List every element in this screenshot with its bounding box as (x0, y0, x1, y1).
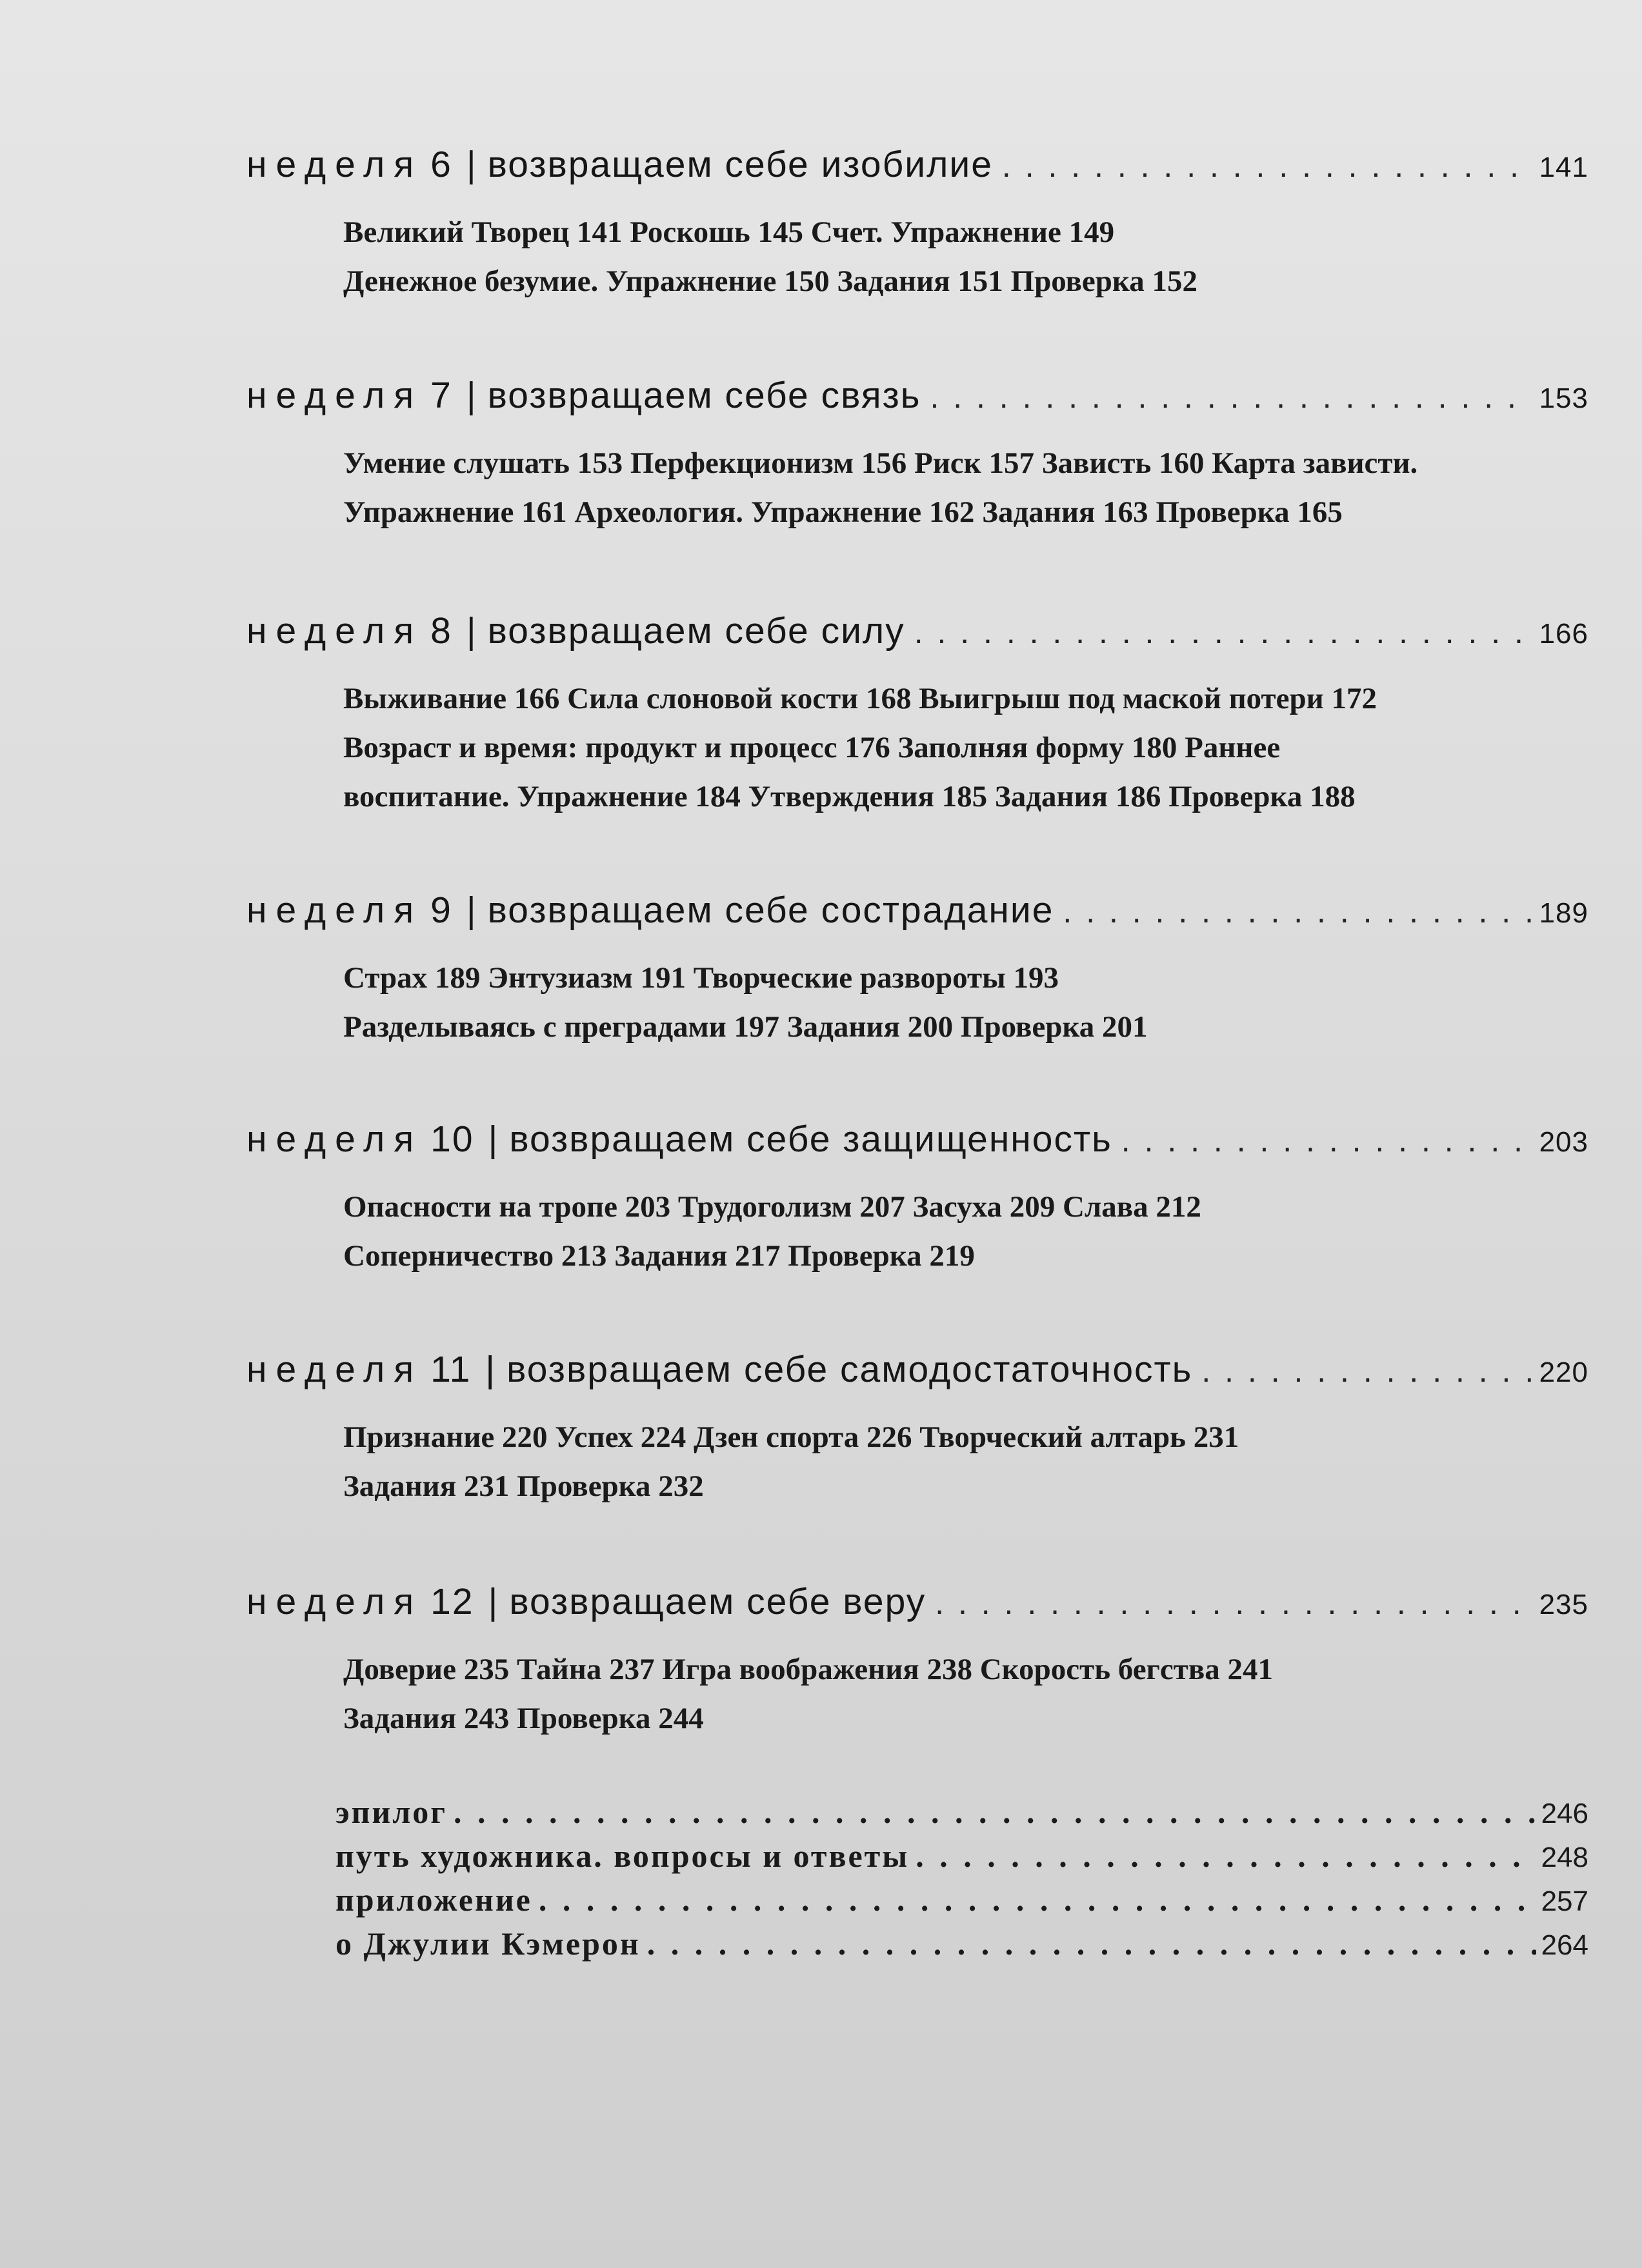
topic-line: Соперничество 213 Задания 217 Проверка 219 (343, 1239, 975, 1273)
week-heading (246, 1580, 1588, 1632)
page-number: 248 (1541, 1842, 1588, 1873)
week-entry (246, 143, 1588, 306)
dot-leader (1002, 147, 1533, 184)
separator: | (466, 890, 476, 931)
week-number: 9 (430, 890, 452, 931)
week-number: 7 (430, 375, 452, 416)
dot-leader (930, 378, 1532, 415)
separator: | (466, 144, 476, 185)
week-topics (343, 674, 1588, 821)
week-label: неделя (246, 610, 423, 652)
topic-line: Задания 243 Проверка 244 (343, 1702, 704, 1735)
separator: | (485, 1349, 496, 1390)
page-number: 141 (1539, 152, 1588, 183)
dot-leader (454, 1793, 1536, 1831)
dot-leader (539, 1881, 1536, 1918)
dot-leader (1121, 1122, 1533, 1159)
page-number: 220 (1539, 1357, 1588, 1388)
week-entry (246, 1348, 1588, 1511)
end-section-label: о Джулии Кэмерон (335, 1925, 641, 1962)
separator: | (488, 1581, 498, 1622)
topic-line: Доверие 235 Тайна 237 Игра воображения 238 Скорость бегства 241 (343, 1653, 1273, 1686)
week-number: 12 (430, 1581, 474, 1622)
week-heading (246, 1118, 1588, 1169)
week-title: возвращаем себе связь (487, 375, 921, 416)
topic-line: Разделываясь с преградами 197 Задания 200 Проверка 201 (343, 1010, 1148, 1044)
end-section-row (335, 1925, 1588, 1969)
end-section-label: эпилог (335, 1794, 447, 1830)
page-number: 203 (1539, 1126, 1588, 1158)
page-number: 264 (1541, 1929, 1588, 1961)
week-topics (343, 439, 1588, 537)
week-topics (343, 208, 1588, 306)
end-section-row (335, 1881, 1588, 1925)
week-title: возвращаем себе самодостаточность (506, 1349, 1193, 1390)
week-label: неделя (246, 1349, 423, 1390)
week-entry (246, 1118, 1588, 1280)
end-sections (335, 1793, 1588, 1969)
week-heading (246, 143, 1588, 195)
week-entry (246, 889, 1588, 1051)
week-title: возвращаем себе сострадание (487, 890, 1054, 931)
topic-line: Выживание 166 Сила слоновой кости 168 Выигрыш под маской потери 172 (343, 682, 1377, 715)
week-entry (246, 1580, 1588, 1743)
topic-line: Великий Творец 141 Роскошь 145 Счет. Упражнение 149 (343, 215, 1115, 249)
topic-line: воспитание. Упражнение 184 Утверждения 185 Задания 186 Проверка 188 (343, 780, 1356, 813)
week-topics (343, 1413, 1588, 1511)
week-title: возвращаем себе изобилие (487, 144, 993, 185)
week-heading (246, 1348, 1588, 1400)
separator: | (466, 610, 476, 652)
week-number: 11 (430, 1349, 472, 1390)
topic-line: Умение слушать 153 Перфекционизм 156 Риск 157 Зависть 160 Карта зависти. (343, 446, 1418, 480)
week-label: неделя (246, 375, 423, 416)
page-number: 166 (1539, 618, 1588, 650)
week-topics (343, 1645, 1588, 1743)
week-number: 8 (430, 610, 452, 652)
week-number: 6 (430, 144, 452, 185)
end-section-row (335, 1837, 1588, 1881)
week-heading (246, 610, 1588, 661)
separator: | (466, 375, 476, 416)
page-number: 246 (1541, 1798, 1588, 1829)
page-number: 235 (1539, 1589, 1588, 1620)
week-title: возвращаем себе веру (509, 1581, 926, 1622)
topic-line: Признание 220 Успех 224 Дзен спорта 226 Творческий алтарь 231 (343, 1420, 1239, 1454)
dot-leader (1063, 893, 1532, 930)
topic-line: Денежное безумие. Упражнение 150 Задания 151 Проверка 152 (343, 264, 1198, 298)
week-number: 10 (430, 1119, 474, 1160)
week-title: возвращаем себе защищенность (509, 1119, 1112, 1160)
dot-leader (914, 613, 1533, 651)
end-section-row (335, 1793, 1588, 1837)
dot-leader (935, 1584, 1532, 1622)
week-topics (343, 953, 1588, 1051)
week-entry (246, 374, 1588, 537)
topic-line: Возраст и время: продукт и процесс 176 Заполняя форму 180 Раннее (343, 731, 1281, 764)
page-number: 153 (1539, 383, 1588, 414)
dot-leader (647, 1925, 1536, 1962)
week-heading (246, 374, 1588, 426)
end-section-label: приложение (335, 1882, 532, 1918)
week-heading (246, 889, 1588, 940)
week-label: неделя (246, 890, 423, 931)
topic-line: Опасности на тропе 203 Трудоголизм 207 Засуха 209 Слава 212 (343, 1190, 1201, 1224)
week-label: неделя (246, 144, 423, 185)
page-number: 257 (1541, 1885, 1588, 1917)
week-entry (246, 610, 1588, 821)
dot-leader (916, 1837, 1536, 1875)
week-label: неделя (246, 1119, 423, 1160)
week-topics (343, 1182, 1588, 1280)
end-section-label: путь художника. вопросы и ответы (335, 1838, 910, 1874)
separator: | (488, 1119, 498, 1160)
topic-line: Упражнение 161 Археология. Упражнение 162 Задания 163 Проверка 165 (343, 495, 1343, 529)
topic-line: Задания 231 Проверка 232 (343, 1469, 704, 1503)
dot-leader (1201, 1352, 1532, 1389)
week-label: неделя (246, 1581, 423, 1622)
page-number: 189 (1539, 897, 1588, 929)
week-title: возвращаем себе силу (487, 610, 905, 652)
topic-line: Страх 189 Энтузиазм 191 Творческие развороты 193 (343, 961, 1059, 995)
